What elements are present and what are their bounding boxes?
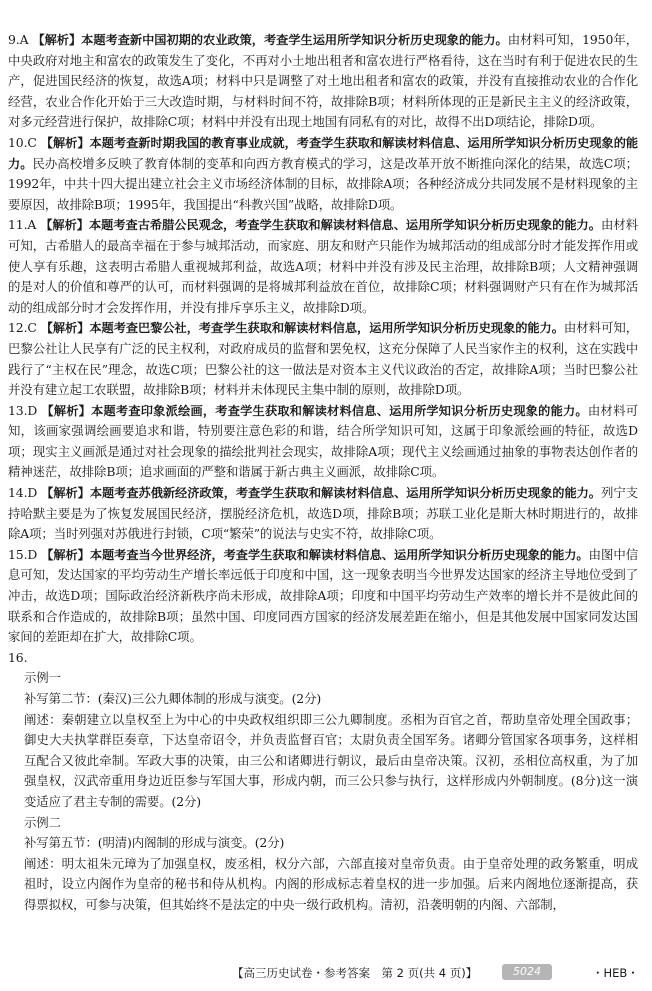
answer-body: 由材料可知，1950年，中央政府对地主和富农的政策发生了变化，不再对小土地出租者和富农进行严格看待，这在当时有利于促进农民的生产，促进国民经济的恢复，故选A项；材料中只是调整了对土地出租者和富农的政策，并没有直接推动农业的合作化经营，农业合作化开始于三大改造时期，与材料时间不符，故排除B项；材料所体现的正是新民主主义的经济政策，对多元经营进行保护，故排除C项；材料中并没有出现土地国有同私有的对比，故得不出D项结论，排除D项。 [8,32,639,130]
answer-item-10 [8,133,638,215]
answer-item-15 [8,545,638,648]
answer-item-14 [8,483,638,545]
answer-body: 由材料可知，巴黎公社让人民享有广泛的民主权利，对政府成员的监督和罢免权，这充分保障了人民当家作主的权利，这在实践中践行了“主权在民”理念，故选C项；巴黎公社的这一做法是对资本主义代议政治的否定，故排除A项；当时巴黎公社并没有建立起工农联盟，故排除B项；材料并未体现民主集中制的原则，故排除D项。 [8,320,638,398]
example-one-body: 阐述：秦朝建立以皇权至上为中心的中央政权组织即三公九卿制度。丞相为百官之首，帮助皇帝处理全国政事；御史大夫执掌群臣奏章，下达皇帝诏令，并负责监督百官；太尉负责全国军务。诸卿分管国家各项事务，这样相互配合又彼此牵制。军政大事的决策，由三公和诸卿进行朝议，最后由皇帝决策。汉初，丞相位高权重，为了加强皇权，汉武帝重用身边近臣参与军国大事，形成内朝，而三公只参与执行，这样形成内外朝制度。(8分)这一演变适应了君主专制的需要。(2分) [24,711,638,809]
answer-item-12 [8,318,638,400]
example-two-title: 示例二 [24,814,61,830]
answer-heading: 【解析】本题考查新时期我国的教育事业成就，考查学生获取和解读材料信息、运用所学知识分析历史现象的能力。 [8,135,638,171]
answer-item-9 [8,30,638,133]
answer-heading: 【解析】本题考查当今世界经济，考查学生获取和解读材料信息、运用所学知识分析历史现象的能力。 [41,547,589,562]
answer-number: 9.A [8,32,29,47]
example-two-body: 阐述：明太祖朱元璋为了加强皇权，废丞相，权分六部，六部直接对皇帝负责。由于皇帝处理的政务繁重，明成祖时，设立内阁作为皇帝的秘书和侍从机构。内阁的形成标志着皇权的进一步加强。后来内阁地位逐渐提高，获得票拟权，可参与决策，但其始终不是法定的中央一级行政机构。清初，沿袭明朝的内阁、六部制， [24,855,638,912]
answer-body: 列宁支持哈默主要是为了恢复发展国民经济，摆脱经济危机，故选D项，排除B项；苏联工业化是斯大林时期进行的，故排除A项；当时列强对苏俄进行封锁，C项“繁荣”的说法与史实不符，故排除C项。 [8,485,638,542]
answer-heading: 【解析】本题考查印象派绘画，考查学生获取和解读材料信息、运用所学知识分析历史现象的能力。 [41,403,588,418]
answer-heading: 【解析】本题考查新中国初期的农业政策，考查学生运用所学知识分析历史现象的能力。 [32,33,508,47]
answer-heading: 【解析】本题考查古希腊公民观念，考查学生获取和解读材料信息、运用所学知识分析历史现象的能力。 [40,218,601,233]
answer-number: 16. [8,649,28,665]
answer-body: 由材料可知，古希腊人的最高幸福在于参与城邦活动，而家庭、朋友和财产只能作为城邦活动的组成部分时才能发挥作用或使人享有乐趣，这表明古希腊人重视城邦利益，故选A项；材料中并没有涉及民主治理，故排除B项；人文精神强调的是对人的价值和尊严的认可，而材料强调的是将城邦利益放在首位，故排除C项；材料强调财产只有在作为城邦活动的组成部分时才会发挥作用，并没有排斥享乐主义，故排除D项。 [8,217,639,315]
answer-item-13 [8,401,638,483]
answer-heading: 【解析】本题考查巴黎公社，考查学生获取和解读材料信息，运用所学知识分析历史现象的能力。 [40,321,564,336]
example-two-subtitle: 补写第五节：(明清)内阁制的形成与演变。(2分) [24,835,285,851]
example-one-subtitle: 补写第二节：(秦汉)三公九卿体制的形成与演变。(2分) [24,691,322,706]
answer-number: 10.C [8,134,37,150]
footer-page-info: 【高三历史试卷・参考答案 第 2 页(共 4 页)】 [232,966,478,980]
answer-number: 13.D [8,402,38,418]
example-one-title: 示例一 [24,670,61,686]
page-footer [0,962,652,984]
answer-body: 由图中信息可知，发达国家的平均劳动生产增长率远低于印度和中国，这一现象表明当今世界发达国家的经济主导地位受到了冲击，故选D项；国际政治经济新秩序尚未形成，故排除A项；印度和中国平均劳动生产效率的增长并不是彼此间的联系和合作造成的，故排除B项；虽然中国、印度同西方国家的经济发展差距在缩小，但是其他发展中国家同发达国家间的差距却在扩大，故排除C项。 [8,546,639,645]
answer-item-16 [8,648,638,669]
answer-body: 由材料可知，该画家强调绘画要追求和谐，特别要注意色彩的和谐，结合所学知识可知，这属于印象派绘画的特征，故选D项；现实主义画派是通过对社会现象的描绘批判社会现实，故排除A项；现代主义绘画通过抽象的事物表达创作者的精神迷茫，故排除B项；追求画面的严整和谐属于新古典主义画派，故排除C项。 [8,402,638,480]
exam-code-badge: 5024 [502,964,552,980]
answer-number: 11.A [8,217,37,233]
answer-number: 12.C [8,320,37,336]
answer-content [8,30,638,916]
answer-body: 民办高校增多反映了教育体制的变革和向西方教育模式的学习，这是改革开放不断推向深化的结果，故选C项；1992年，中共十四大提出建立社会主义市场经济体制的目标，故排除A项；各种经济成分共同发展不是材料现象的主要原因，故排除B项；1995年，我国提出“科教兴国”战略，故排除D项。 [8,155,638,212]
answer-heading: 【解析】本题考查苏俄新经济政策，考查学生获取和解读材料信息、运用所学知识分析历史现象的能力。 [41,486,601,501]
answer-number: 14.D [8,485,38,501]
answer-item-11 [8,215,638,318]
answer-number: 15.D [8,546,38,562]
region-code: ・HEB・ [592,966,639,980]
